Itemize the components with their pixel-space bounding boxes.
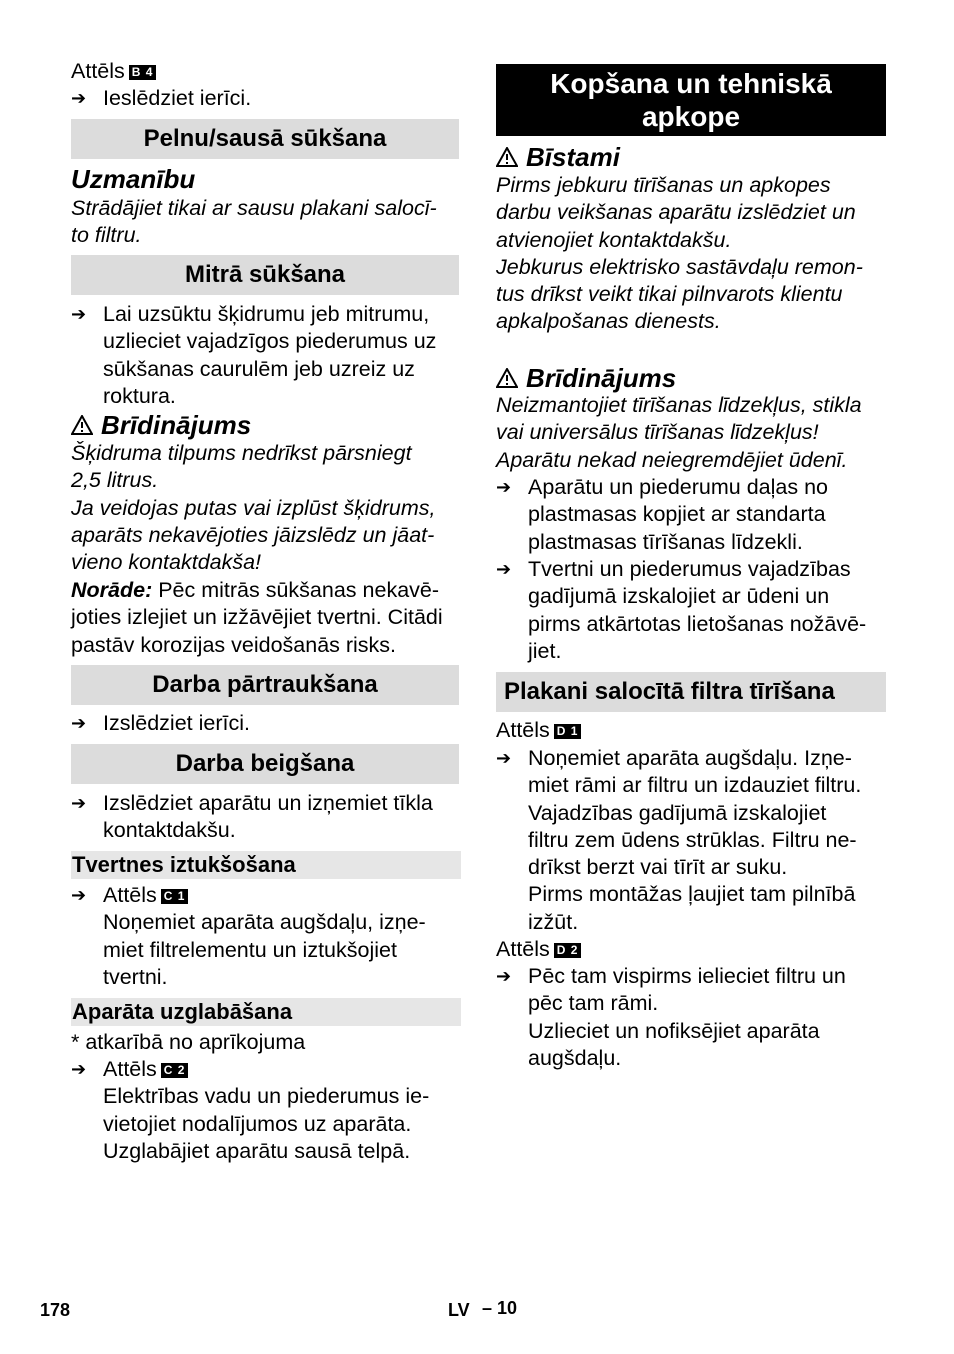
- figure-ref-b4: Attēls B 4: [71, 58, 156, 85]
- figure-badge: C 1: [161, 889, 189, 904]
- figure-ref-c2: Attēls C 2: [103, 1056, 429, 1083]
- section-heading-wet: Mitrā sūkšana: [71, 255, 459, 295]
- note-label: Norāde:: [71, 578, 153, 602]
- note-text: Norāde: Pēc mitrās sūkšanas nekavē- joties izlejiet un izžāvējiet tvertni. Citādi pastāv korozijas veidošanās risks.: [71, 578, 443, 657]
- caution-text: Strādājiet tikai ar sausu plakani salocī- to filtru.: [71, 196, 437, 248]
- caution-title: Uzmanību: [71, 164, 196, 194]
- footer-lang: LV: [448, 1300, 470, 1320]
- warning-triangle-icon: [496, 368, 518, 388]
- figure-ref-d1: Attēls D 1: [496, 717, 581, 744]
- storage-footnote: * atkarībā no aprīkojuma: [71, 1030, 306, 1054]
- danger-text: Pirms jebkuru tīrīšanas un apkopes darbu veikšanas aparātu izslēdziet un atvienojiet kontaktdakšu. Jebkurus elektrisko sastāvdaļu remon- tus drīkst veikt tikai pilnvarots klientu apkalpošanas dienests.: [496, 173, 863, 334]
- figure-ref-c1: Attēls C 1: [103, 882, 426, 909]
- arrow-icon: ➔: [496, 559, 512, 579]
- page-number: 178: [40, 1300, 71, 1320]
- arrow-icon: ➔: [71, 885, 87, 905]
- arrow-icon: ➔: [496, 966, 512, 986]
- warning-text: Šķidruma tilpums nedrīkst pārsniegt 2,5 litrus. Ja veidojas putas vai izplūst šķidrums, aparāts nekavējoties jāizslēdz un jāat- vieno kontaktdakša!: [71, 441, 436, 575]
- warning-triangle-icon: [71, 415, 93, 435]
- section-heading-filter: Plakani salocītā filtra tīrīšana: [496, 672, 886, 712]
- chapter-title: Kopšana un tehniskā apkope: [496, 64, 886, 136]
- warning-triangle-icon: [496, 147, 518, 167]
- arrow-icon: ➔: [496, 477, 512, 497]
- figure-badge: B 4: [129, 65, 157, 80]
- section-heading-pause: Darba pārtraukšana: [71, 665, 459, 705]
- figure-badge: C 2: [161, 1063, 189, 1078]
- figure-ref-d2: Attēls D 2: [496, 936, 581, 963]
- arrow-icon: ➔: [71, 304, 87, 324]
- warning-text: Neizmantojiet tīrīšanas līdzekļus, stikla vai universālus tīrīšanas līdzekļus! Aparātu nekad neiegremdējiet ūdenī.: [496, 393, 862, 472]
- arrow-icon: ➔: [71, 1059, 87, 1079]
- arrow-icon: ➔: [71, 713, 87, 733]
- subsection-heading-empty: Tvertnes iztukšošana: [71, 851, 461, 879]
- danger-heading: Bīstami: [496, 142, 620, 172]
- figure-badge: D 1: [554, 724, 582, 739]
- figure-badge: D 2: [554, 943, 582, 958]
- arrow-icon: ➔: [71, 88, 87, 108]
- subsection-heading-storage: Aparāta uzglabāšana: [71, 998, 461, 1026]
- footer-subpage: – 10: [482, 1298, 518, 1318]
- section-heading-end: Darba beigšana: [71, 744, 459, 784]
- arrow-icon: ➔: [496, 748, 512, 768]
- section-heading-dry: Pelnu/sausā sūkšana: [71, 119, 459, 159]
- warning-heading: Brīdinājums: [496, 363, 676, 393]
- arrow-icon: ➔: [71, 793, 87, 813]
- warning-heading: Brīdinājums: [71, 410, 251, 440]
